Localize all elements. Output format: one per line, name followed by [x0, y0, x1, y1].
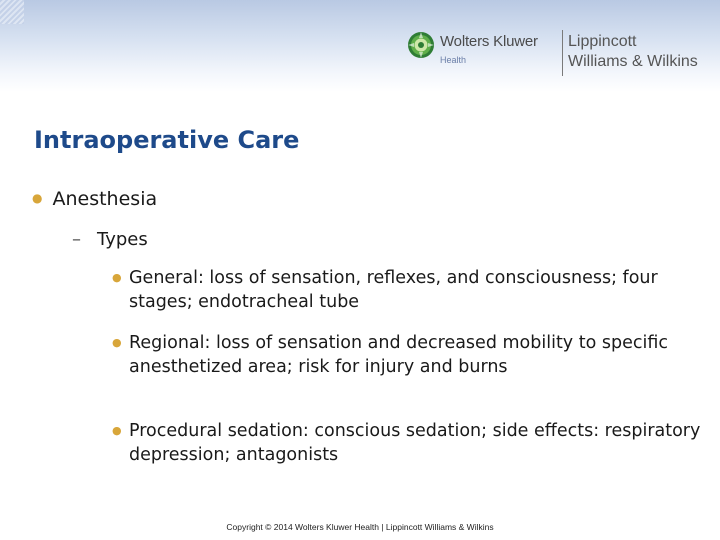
bullet-level-3: [112, 266, 702, 314]
partner-line-2: Williams & Wilkins: [568, 53, 698, 70]
item-text: Procedural sedation: conscious sedation; side effects: respiratory depression; antagonists: [129, 421, 701, 465]
bullet-dot-icon: ●: [32, 191, 43, 205]
bullet-dot-icon: ●: [112, 271, 122, 284]
slide-title: Intraoperative Care: [34, 126, 300, 154]
wolters-kluwer-logo-icon: [406, 30, 436, 60]
bullet-text: Anesthesia: [52, 188, 158, 210]
subbullet-text: Types: [97, 229, 148, 250]
item-text: General: loss of sensation, reflexes, and consciousness; four stages; endotracheal tube: [129, 268, 658, 312]
dash-bullet-icon: –: [72, 229, 81, 250]
bullet-dot-icon: ●: [112, 336, 122, 349]
footer-copyright: Copyright © 2014 Wolters Kluwer Health | Lippincott Williams & Wilkins: [226, 522, 494, 532]
partner-line-1: Lippincott: [568, 33, 637, 50]
bullet-level-3: [112, 331, 702, 379]
bullet-level-3: [112, 419, 702, 467]
bullet-dot-icon: ●: [112, 424, 122, 437]
logo-divider: [562, 30, 563, 76]
brand-subtitle: Health: [440, 55, 467, 65]
item-text: Regional: loss of sensation and decreased mobility to specific anesthetized area; risk for injury and burns: [129, 333, 668, 377]
brand-name: Wolters Kluwer: [440, 33, 538, 50]
bullet-level-2: [72, 229, 148, 250]
partner-logo-text: [568, 32, 698, 72]
corner-pattern: [0, 0, 24, 24]
bullet-level-1: [32, 188, 157, 210]
